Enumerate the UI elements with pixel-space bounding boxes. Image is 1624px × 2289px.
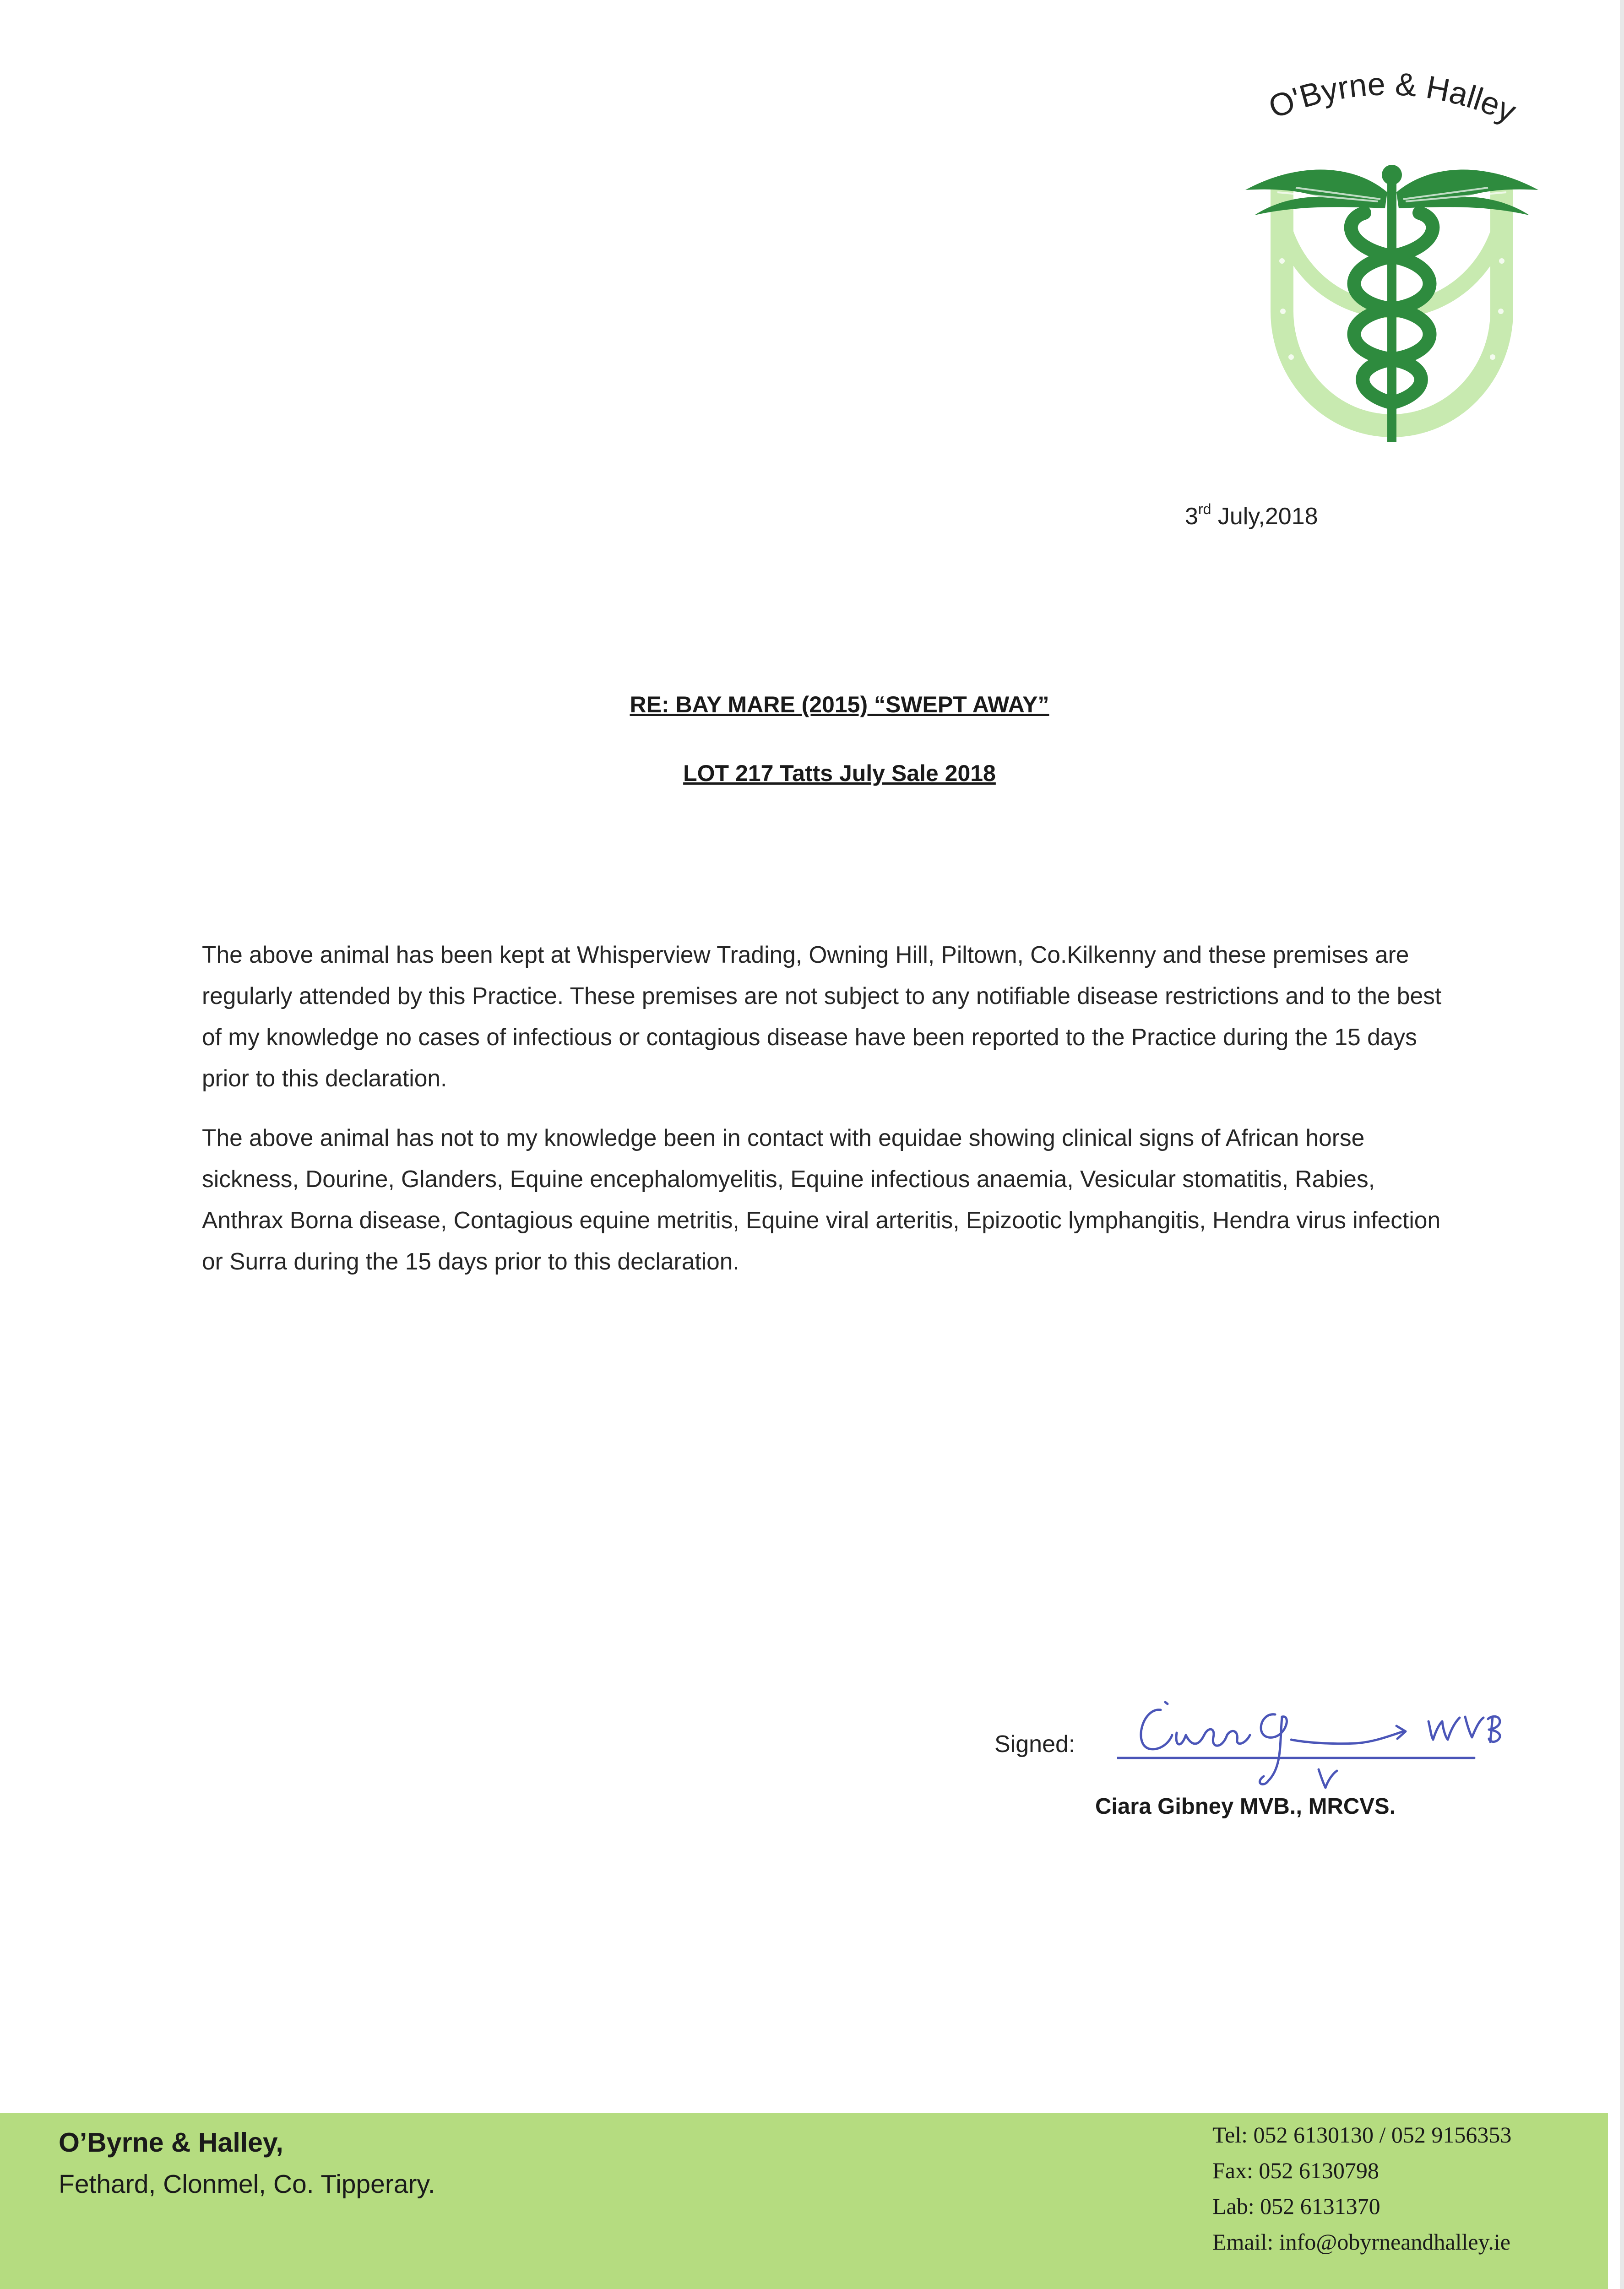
subject-line: RE: BAY MARE (2015) “SWEPT AWAY” bbox=[630, 692, 1049, 717]
signer-name: Ciara Gibney MVB., MRCVS. bbox=[1095, 1794, 1396, 1819]
footer-tel: Tel: 052 6130130 / 052 9156353 bbox=[1212, 2122, 1512, 2148]
footer-address: Fethard, Clonmel, Co. Tipperary. bbox=[59, 2170, 435, 2199]
page-edge bbox=[1620, 0, 1624, 2289]
footer-lab: Lab: 052 6131370 bbox=[1212, 2193, 1380, 2219]
footer-fax: Fax: 052 6130798 bbox=[1212, 2158, 1379, 2183]
footer-contacts bbox=[1212, 2117, 1511, 2260]
signed-label: Signed: bbox=[994, 1731, 1075, 1757]
lot-line: LOT 217 Tatts July Sale 2018 bbox=[683, 760, 996, 786]
footer-company: O’Byrne & Halley, bbox=[59, 2127, 283, 2158]
date-month-year: July,2018 bbox=[1211, 503, 1318, 530]
practice-logo bbox=[1227, 55, 1557, 458]
date-suffix: rd bbox=[1198, 501, 1211, 517]
letter-date bbox=[1185, 503, 1318, 530]
body-paragraph-1: The above animal has been kept at Whisperview Trading, Owning Hill, Piltown, Co.Kilkenny and these premises are regularly attended by this Practice. These premises are not subject to any notifiable disease restrictions and to the best of my knowledge no cases of infectious or contagious disease have been reported to the Practice during the 15 days prior to this declaration. bbox=[202, 941, 1442, 1091]
handwritten-signature bbox=[1117, 1689, 1529, 1795]
logo-text: O'Byrne & Halley bbox=[1264, 66, 1521, 130]
date-day: 3 bbox=[1185, 503, 1198, 530]
footer-email: Email: info@obyrneandhalley.ie bbox=[1212, 2229, 1510, 2255]
body-paragraph-2: The above animal has not to my knowledge been in contact with equidae showing clinical signs of African horse sickness, Dourine, Glanders, Equine encephalomyelitis, Equine infectious anaemia, Vesicular stomatitis, Rabies, Anthrax Borna disease, Contagious equine metritis, Equine viral arteritis, Epizootic lymphangitis, Hendra virus infection or Surra during the 15 days prior to this declaration. bbox=[202, 1124, 1441, 1275]
